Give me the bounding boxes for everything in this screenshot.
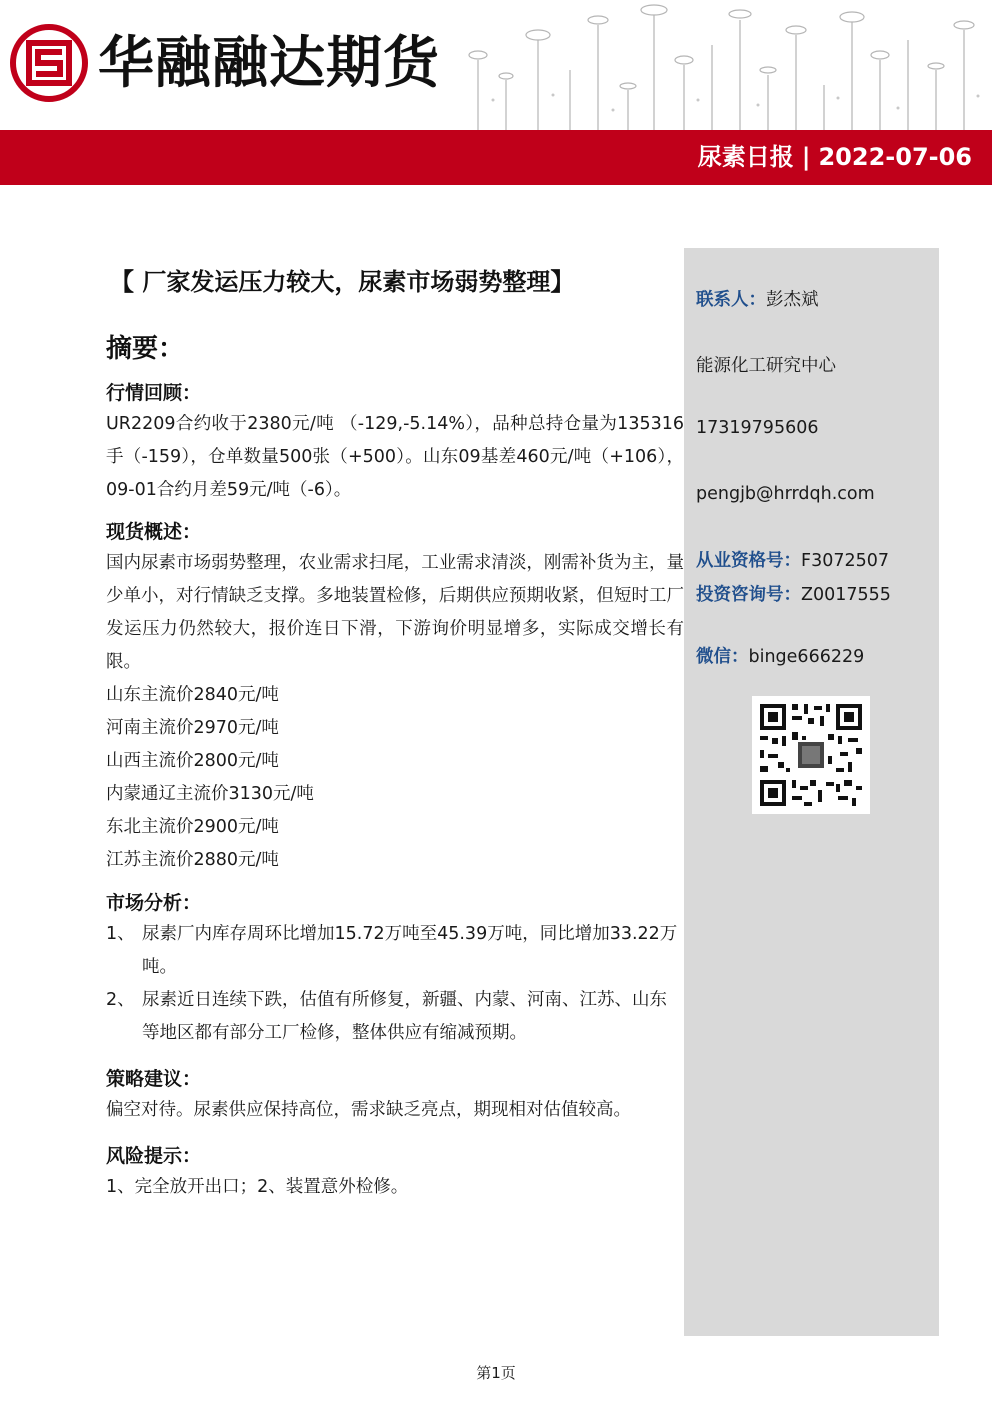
- qr-code-icon: [752, 696, 870, 814]
- wechat-label: 微信：: [696, 647, 749, 667]
- report-tag: [698, 130, 972, 185]
- price-item: 山西主流价2800元/吨: [106, 751, 279, 771]
- abstract-title: 摘要：: [106, 334, 185, 364]
- analysis-item: [106, 918, 684, 984]
- wechat-row: [696, 643, 864, 668]
- email: pengjb@hrrdqh.com: [696, 484, 875, 504]
- headline: 【 厂家发运压力较大，尿素市场弱势整理】: [110, 268, 575, 296]
- department: 能源化工研究中心: [696, 356, 836, 376]
- brand-name: 华融融达期货: [98, 31, 440, 96]
- header-bar: [0, 130, 992, 185]
- page-number: 第1页: [476, 1364, 516, 1382]
- report-date: 2022-07-06: [818, 143, 972, 171]
- report-type: 尿素日报: [697, 143, 794, 171]
- item-text: 尿素近日连续下跌，估值有所修复，新疆、内蒙、河南、江苏、山东等地区都有部分工厂检修，整体供应有缩减预期。: [142, 990, 667, 1043]
- section-title: 行情回顾：: [106, 382, 202, 404]
- section-title: 现货概述：: [106, 521, 202, 543]
- contact-name: 彭杰斌: [766, 290, 819, 310]
- section-analysis: [106, 888, 684, 1050]
- contact-row: [696, 286, 819, 311]
- section-title: 风险提示：: [106, 1145, 202, 1167]
- qualification-row: [696, 547, 889, 572]
- price-item: 河南主流价2970元/吨: [106, 718, 279, 738]
- brand-logo-icon: [10, 24, 88, 102]
- consulting-label: 投资咨询号：: [696, 585, 801, 605]
- price-item: 内蒙通辽主流价3130元/吨: [106, 784, 314, 804]
- report-separator: |: [801, 143, 811, 171]
- phone: 17319795606: [696, 418, 819, 438]
- qualification-number: F3072507: [801, 551, 890, 571]
- section-title: 市场分析：: [106, 892, 202, 914]
- item-number: 1、: [106, 924, 135, 944]
- qualification-label: 从业资格号：: [696, 551, 801, 571]
- consulting-number: Z0017555: [801, 585, 891, 605]
- wechat-id: binge666229: [748, 647, 865, 667]
- section-text: 偏空对待。尿素供应保持高位，需求缺乏亮点，期现相对估值较高。: [106, 1100, 631, 1120]
- price-item: 东北主流价2900元/吨: [106, 817, 279, 837]
- section-spot: [106, 517, 684, 877]
- price-item: 山东主流价2840元/吨: [106, 685, 279, 705]
- section-review: [106, 378, 684, 507]
- item-number: 2、: [106, 990, 135, 1010]
- analysis-item: [106, 984, 684, 1050]
- price-item: 江苏主流价2880元/吨: [106, 850, 279, 870]
- section-title: 策略建议：: [106, 1068, 202, 1090]
- contact-label: 联系人：: [696, 290, 766, 310]
- header-decoration: [458, 0, 992, 130]
- section-text: 国内尿素市场弱势整理，农业需求扫尾，工业需求清淡，刚需补货为主，量少单小，对行情缺乏支撑。多地装置检修，后期供应预期收紧，但短时工厂发运压力仍然较大，报价连日下滑，下游询价明显增多，实际成交增长有限。: [106, 553, 684, 672]
- section-text: UR2209合约收于2380元/吨 （-129,-5.14%），品种总持仓量为135316手（-159），仓单数量500张（+500）。山东09基差460元/吨（+106），09-01合约月差59元/吨（-6）。: [106, 414, 684, 500]
- consulting-row: [696, 581, 891, 606]
- section-strategy: [106, 1064, 684, 1127]
- contact-sidebar: [684, 248, 939, 1336]
- item-text: 尿素厂内库存周环比增加15.72万吨至45.39万吨，同比增加33.22万吨。: [142, 924, 678, 977]
- section-text: 1、完全放开出口；2、装置意外检修。: [106, 1177, 409, 1197]
- section-risk: [106, 1141, 684, 1204]
